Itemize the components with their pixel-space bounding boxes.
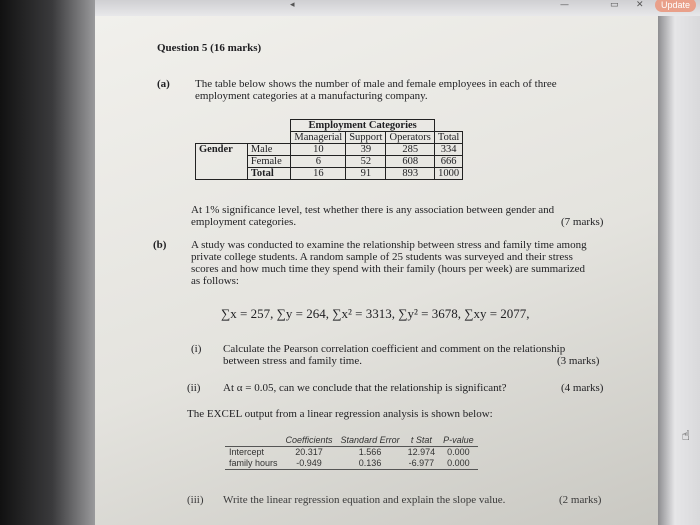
row-label: Male xyxy=(247,144,291,156)
part-biii-text: Write the linear regression equation and explain the slope value. xyxy=(223,494,506,506)
part-bi-marks: (3 marks) xyxy=(557,355,600,367)
update-button[interactable]: Update xyxy=(655,0,696,12)
table-cell: 893 xyxy=(386,168,434,180)
reg-row-label: family hours xyxy=(225,458,282,470)
document-page xyxy=(95,16,658,525)
summary-formula: ∑x = 257, ∑y = 264, ∑x² = 3313, ∑y² = 3678, ∑xy = 2077, xyxy=(221,306,530,321)
part-b-line4: as follows: xyxy=(191,275,239,287)
table-cell: 10 xyxy=(291,144,346,156)
reg-cell: 12.974 xyxy=(407,447,436,457)
part-a-line1: The table below shows the number of male and female employees in each of three xyxy=(195,78,557,90)
col-operators: Operators xyxy=(386,132,434,144)
reg-cell: 0.136 xyxy=(337,458,404,470)
table-cell: 285 xyxy=(386,144,434,156)
part-a-line2: employment categories at a manufacturing company. xyxy=(195,90,428,102)
gender-header: Gender xyxy=(196,144,248,180)
part-a-task2: employment categories. xyxy=(191,216,297,228)
question-title: Question 5 (16 marks) xyxy=(157,42,262,54)
part-bi-label: (i) xyxy=(191,343,202,355)
part-b-line1: A study was conducted to examine the relationship between stress and family time among xyxy=(191,239,587,251)
table-cell: 39 xyxy=(346,144,386,156)
table-cell: 91 xyxy=(346,168,386,180)
reg-cell: 20.317 xyxy=(295,447,323,457)
part-biii-label: (iii) xyxy=(187,494,204,506)
reg-cell: 0.000 xyxy=(439,458,478,470)
table-cell: 334 xyxy=(434,144,462,156)
table-cell: 52 xyxy=(346,156,386,168)
part-a-label: (a) xyxy=(157,78,170,90)
col-managerial: Managerial xyxy=(291,132,346,144)
reg-cell: 0.000 xyxy=(447,447,470,457)
window-top-bar xyxy=(0,0,700,16)
table-cell: 16 xyxy=(291,168,346,180)
table-cell: 1000 xyxy=(434,168,462,180)
close-icon[interactable]: ✕ xyxy=(636,0,644,10)
scrollbar-area[interactable] xyxy=(658,16,700,525)
col-total: Total xyxy=(434,132,462,144)
reg-header: P-value xyxy=(439,435,478,447)
table-cell: 608 xyxy=(386,156,434,168)
part-bii-label: (ii) xyxy=(187,382,201,394)
reg-cell: -0.949 xyxy=(282,458,337,470)
reg-header: t Stat xyxy=(404,435,440,447)
reg-cell: -6.977 xyxy=(404,458,440,470)
row-label: Total xyxy=(247,168,291,180)
part-biii-marks: (2 marks) xyxy=(559,494,602,506)
regression-table xyxy=(225,435,478,470)
reg-header xyxy=(225,435,282,447)
part-a-task1: At 1% significance level, test whether there is any association between gender and xyxy=(191,204,555,216)
minimize-icon[interactable]: — xyxy=(560,0,569,10)
col-support: Support xyxy=(346,132,386,144)
arrow-icon: ◂ xyxy=(290,0,295,10)
reg-cell: 1.566 xyxy=(358,447,382,457)
part-b-label: (b) xyxy=(153,239,167,251)
reg-row-label: Intercept xyxy=(229,447,265,457)
reg-header: Standard Error xyxy=(337,435,404,447)
screen-bezel-left xyxy=(0,0,95,525)
row-label: Female xyxy=(247,156,291,168)
employment-table xyxy=(195,119,463,180)
excel-intro: The EXCEL output from a linear regression analysis is shown below: xyxy=(187,408,493,420)
table-cell: 666 xyxy=(434,156,462,168)
part-bii-marks: (4 marks) xyxy=(561,382,604,394)
table-cell: 6 xyxy=(291,156,346,168)
restore-icon[interactable]: ▭ xyxy=(610,0,619,10)
part-bi-line1: Calculate the Pearson correlation coefficient and comment on the relationship xyxy=(223,343,566,355)
employment-categories-header: Employment Categories xyxy=(291,120,434,132)
part-b-line2: private college students. A random sample of 25 students was surveyed and their stress xyxy=(191,251,573,263)
part-a-marks: (7 marks) xyxy=(561,216,604,228)
reg-header: Coefficients xyxy=(282,435,337,447)
part-bi-line2: between stress and family time. xyxy=(223,355,362,367)
part-b-line3: scores and how much time they spend with their family (hours per week) are summarized xyxy=(191,263,586,275)
part-bii-text: At α = 0.05, can we conclude that the relationship is significant? xyxy=(223,382,507,394)
mouse-cursor-icon: ☝ xyxy=(681,428,690,444)
